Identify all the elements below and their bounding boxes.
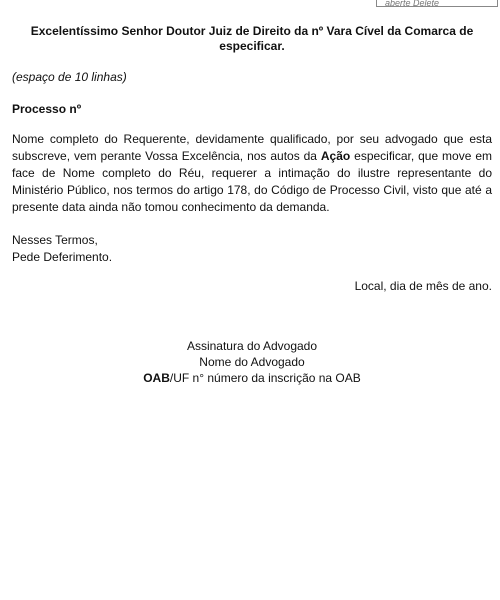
place-and-date: Local, dia de mês de ano. (354, 279, 492, 293)
oab-registration (12, 370, 492, 386)
signature-block (12, 338, 492, 386)
petition-body-part2: especificar, que move em face de Nome completo do Réu, requerer a intimação do ilustre representante do Ministério Público, nos termos do artigo 178, do Código de Processo Civil, visto que até a presente data ainda não tomou conhecimento da demanda. (12, 149, 492, 214)
closing-line-request: Pede Deferimento. (12, 250, 113, 264)
spacing-note: (espaço de 10 linhas) (12, 70, 127, 84)
corner-edit-box (376, 0, 498, 7)
signature-line: Assinatura do Advogado (186, 339, 318, 353)
petition-body-bold-word: Ação (320, 149, 351, 163)
oab-label: OAB (143, 371, 170, 385)
corner-box-text: aberte Delete (385, 0, 440, 8)
process-number-label: Processo nº (12, 102, 82, 116)
closing-block (12, 232, 492, 266)
legal-petition-document (12, 24, 492, 386)
closing-line-terms: Nesses Termos, (12, 233, 98, 247)
oab-number-text: /UF n° número da inscrição na OAB (169, 371, 361, 385)
petition-body-part1: Nome completo do Requerente, devidamente qualificado, por seu advogado que esta subscreve, vem perante Vossa Excelência, nos autos da (12, 132, 492, 163)
lawyer-name: Nome do Advogado (199, 355, 305, 369)
petition-body (12, 131, 492, 216)
document-heading: Excelentíssimo Senhor Doutor Juiz de Direito da nº Vara Cível da Comarca de especificar. (30, 24, 474, 53)
